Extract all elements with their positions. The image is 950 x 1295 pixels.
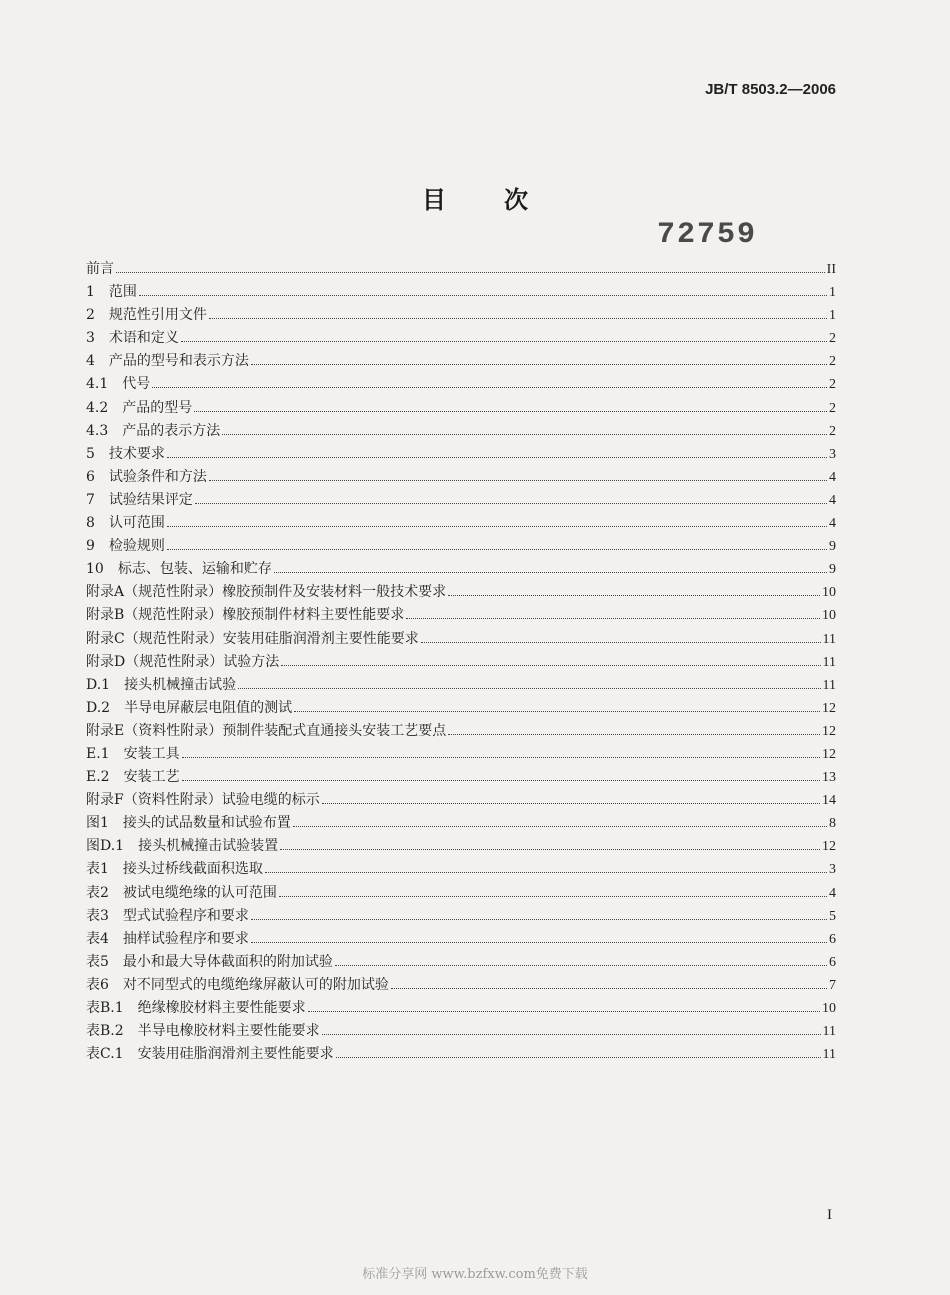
toc-entry[interactable] (86, 766, 836, 789)
toc-entry[interactable] (86, 628, 836, 651)
toc-leader-dots (222, 434, 827, 435)
toc-entry-label: 3 术语和定义 (86, 330, 179, 347)
toc-entry[interactable] (86, 604, 836, 627)
toc-entry-page: 2 (829, 377, 836, 393)
toc-leader-dots (209, 318, 827, 319)
toc-entry[interactable] (86, 928, 836, 951)
toc-entry[interactable] (86, 905, 836, 928)
toc-entry-page: 12 (822, 700, 836, 716)
toc-leader-dots (281, 665, 820, 666)
toc-entry-page: 10 (822, 1001, 836, 1016)
toc-entry-page: 10 (822, 608, 836, 624)
toc-entry[interactable] (86, 743, 836, 766)
toc-leader-dots (265, 872, 827, 873)
toc-entry[interactable] (86, 512, 836, 535)
toc-entry-label: D.2 半导电屏蔽层电阻值的测试 (86, 699, 293, 716)
toc-entry[interactable] (86, 720, 836, 743)
toc-entry[interactable] (86, 1020, 836, 1043)
page-title: 目次 (422, 186, 586, 214)
toc-entry[interactable] (86, 581, 836, 604)
toc-entry-label: 附录B（规范性附录）橡胶预制件材料主要性能要求 (86, 607, 405, 624)
toc-entry[interactable] (86, 997, 836, 1020)
toc-entry[interactable] (86, 651, 836, 674)
toc-entry-page: 4 (829, 492, 836, 508)
toc-leader-dots (195, 503, 827, 504)
toc-leader-dots (251, 919, 827, 920)
toc-entry-page: 1 (829, 308, 836, 324)
toc-leader-dots (167, 549, 827, 550)
toc-leader-dots (335, 965, 827, 966)
toc-entry-page: 5 (829, 908, 836, 924)
toc-entry[interactable] (86, 974, 836, 997)
toc-entry-page: 11 (822, 1047, 836, 1063)
toc-entry-page: 3 (829, 446, 836, 462)
toc-entry[interactable] (86, 697, 836, 720)
toc-entry-page: 12 (822, 746, 836, 762)
toc-leader-dots (274, 572, 827, 573)
toc-entry-page: 4 (829, 516, 836, 532)
toc-entry-page: 7 (829, 977, 836, 993)
toc-entry-page: 2 (829, 423, 836, 439)
stamp-number: 72759 (657, 218, 758, 252)
toc-entry-label: 9 检验规则 (86, 538, 165, 555)
toc-entry-label: 图D.1 接头机械撞击试验装置 (86, 838, 279, 855)
toc-leader-dots (194, 411, 827, 412)
watermark-text: 标准分享网 www.bzfxw.com免费下载 (362, 1267, 588, 1282)
toc-entry-page: 11 (822, 631, 836, 647)
toc-leader-dots (182, 780, 820, 781)
toc-entry[interactable] (86, 858, 836, 881)
toc-leader-dots (139, 295, 827, 296)
toc-entry-label: 表4 抽样试验程序和要求 (86, 930, 249, 947)
toc-leader-dots (336, 1057, 821, 1058)
toc-leader-dots (448, 734, 820, 735)
toc-entry-label: E.1 安装工具 (86, 745, 180, 762)
toc-entry-page: 8 (829, 816, 836, 832)
toc-entry-page: II (826, 262, 836, 277)
toc-entry-page: 4 (829, 469, 836, 485)
toc-entry[interactable] (86, 327, 836, 350)
toc-entry-page: 11 (822, 677, 836, 693)
toc-entry[interactable] (86, 420, 836, 443)
toc-entry-label: 表6 对不同型式的电缆绝缘屏蔽认可的附加试验 (86, 976, 389, 993)
toc-entry-label: 表C.1 安装用硅脂润滑剂主要性能要求 (86, 1046, 334, 1063)
toc-entry-label: 表5 最小和最大导体截面积的附加试验 (86, 953, 333, 970)
toc-entry[interactable] (86, 951, 836, 974)
toc-entry-page: 2 (829, 354, 836, 370)
toc-entry-label: 6 试验条件和方法 (86, 468, 207, 485)
toc-leader-dots (251, 364, 827, 365)
toc-leader-dots (167, 457, 827, 458)
toc-entry-page: 3 (829, 862, 836, 878)
toc-entry[interactable] (86, 882, 836, 905)
toc-entry-label: 前言 (86, 261, 114, 277)
toc-entry-label: 表B.2 半导电橡胶材料主要性能要求 (86, 1023, 320, 1040)
toc-entry[interactable] (86, 558, 836, 581)
toc-leader-dots (293, 826, 827, 827)
toc-entry[interactable] (86, 281, 836, 304)
toc-leader-dots (448, 595, 820, 596)
toc-entry-label: 4 产品的型号和表示方法 (86, 353, 249, 370)
toc-leader-dots (181, 341, 827, 342)
document-code: JB/T 8503.2—2006 (705, 81, 836, 98)
toc-entry-label: 10 标志、包装、运输和贮存 (86, 561, 272, 578)
toc-entry-label: 附录A（规范性附录）橡胶预制件及安装材料一般技术要求 (86, 584, 447, 601)
toc-entry-label: 表3 型式试验程序和要求 (86, 907, 249, 924)
table-of-contents (86, 258, 836, 1066)
toc-entry[interactable] (86, 1043, 836, 1066)
toc-entry[interactable] (86, 397, 836, 420)
toc-entry-page: 2 (829, 331, 836, 347)
toc-entry-label: 8 认可范围 (86, 515, 165, 532)
toc-entry-label: 附录E（资料性附录）预制件装配式直通接头安装工艺要点 (86, 722, 447, 739)
toc-entry-page: 9 (829, 562, 836, 578)
toc-leader-dots (116, 272, 825, 273)
toc-leader-dots (391, 988, 827, 989)
toc-entry-label: 2 规范性引用文件 (86, 307, 207, 324)
toc-entry-label: 5 技术要求 (86, 445, 165, 462)
toc-entry[interactable] (86, 674, 836, 697)
toc-leader-dots (209, 480, 827, 481)
toc-entry-label: 7 试验结果评定 (86, 491, 193, 508)
toc-entry-page: 1 (829, 285, 836, 301)
toc-entry[interactable] (86, 466, 836, 489)
toc-leader-dots (152, 387, 827, 388)
toc-entry-label: 4.2 产品的型号 (86, 399, 193, 416)
toc-entry[interactable] (86, 304, 836, 327)
toc-leader-dots (279, 896, 827, 897)
toc-entry-page: 13 (822, 770, 836, 786)
toc-leader-dots (308, 1011, 820, 1012)
toc-entry-label: 4.3 产品的表示方法 (86, 422, 221, 439)
toc-entry-label: 附录D（规范性附录）试验方法 (86, 653, 280, 670)
toc-entry-label: 1 范围 (86, 284, 137, 301)
toc-entry-page: 14 (822, 793, 836, 809)
toc-leader-dots (294, 711, 820, 712)
toc-entry[interactable] (86, 835, 836, 858)
toc-entry-page: 12 (822, 839, 836, 855)
toc-entry-label: 表1 接头过桥线截面积选取 (86, 861, 263, 878)
toc-entry-page: 11 (822, 654, 836, 670)
toc-entry[interactable] (86, 812, 836, 835)
toc-entry-label: 附录F（资料性附录）试验电缆的标示 (86, 792, 320, 809)
toc-entry-label: E.2 安装工艺 (86, 769, 180, 786)
toc-entry-page: 9 (829, 539, 836, 555)
toc-leader-dots (251, 942, 827, 943)
toc-entry[interactable] (86, 443, 836, 466)
toc-leader-dots (167, 526, 827, 527)
toc-entry-page: 12 (822, 723, 836, 739)
toc-leader-dots (238, 688, 820, 689)
toc-leader-dots (322, 803, 820, 804)
toc-entry-page: 4 (829, 885, 836, 901)
toc-leader-dots (280, 849, 820, 850)
toc-entry-page: 10 (822, 585, 836, 601)
toc-entry[interactable] (86, 489, 836, 512)
toc-leader-dots (406, 618, 820, 619)
toc-entry-label: D.1 接头机械撞击试验 (86, 676, 237, 693)
toc-entry[interactable] (86, 789, 836, 812)
toc-entry[interactable] (86, 373, 836, 396)
toc-entry-page: 11 (822, 1024, 836, 1040)
toc-entry[interactable] (86, 535, 836, 558)
toc-leader-dots (182, 757, 820, 758)
toc-entry[interactable] (86, 350, 836, 373)
toc-leader-dots (322, 1034, 821, 1035)
toc-entry-page: 2 (829, 400, 836, 416)
page-number: I (827, 1207, 832, 1223)
toc-entry-label: 表B.1 绝缘橡胶材料主要性能要求 (86, 1000, 306, 1016)
toc-entry-page: 6 (829, 931, 836, 947)
toc-entry-label: 4.1 代号 (86, 376, 151, 393)
toc-entry-label: 表2 被试电缆绝缘的认可范围 (86, 884, 277, 901)
toc-entry-label: 图1 接头的试品数量和试验布置 (86, 815, 291, 832)
toc-leader-dots (421, 642, 821, 643)
toc-entry[interactable] (86, 258, 836, 281)
toc-entry-label: 附录C（规范性附录）安装用硅脂润滑剂主要性能要求 (86, 630, 419, 647)
toc-entry-page: 6 (829, 954, 836, 970)
